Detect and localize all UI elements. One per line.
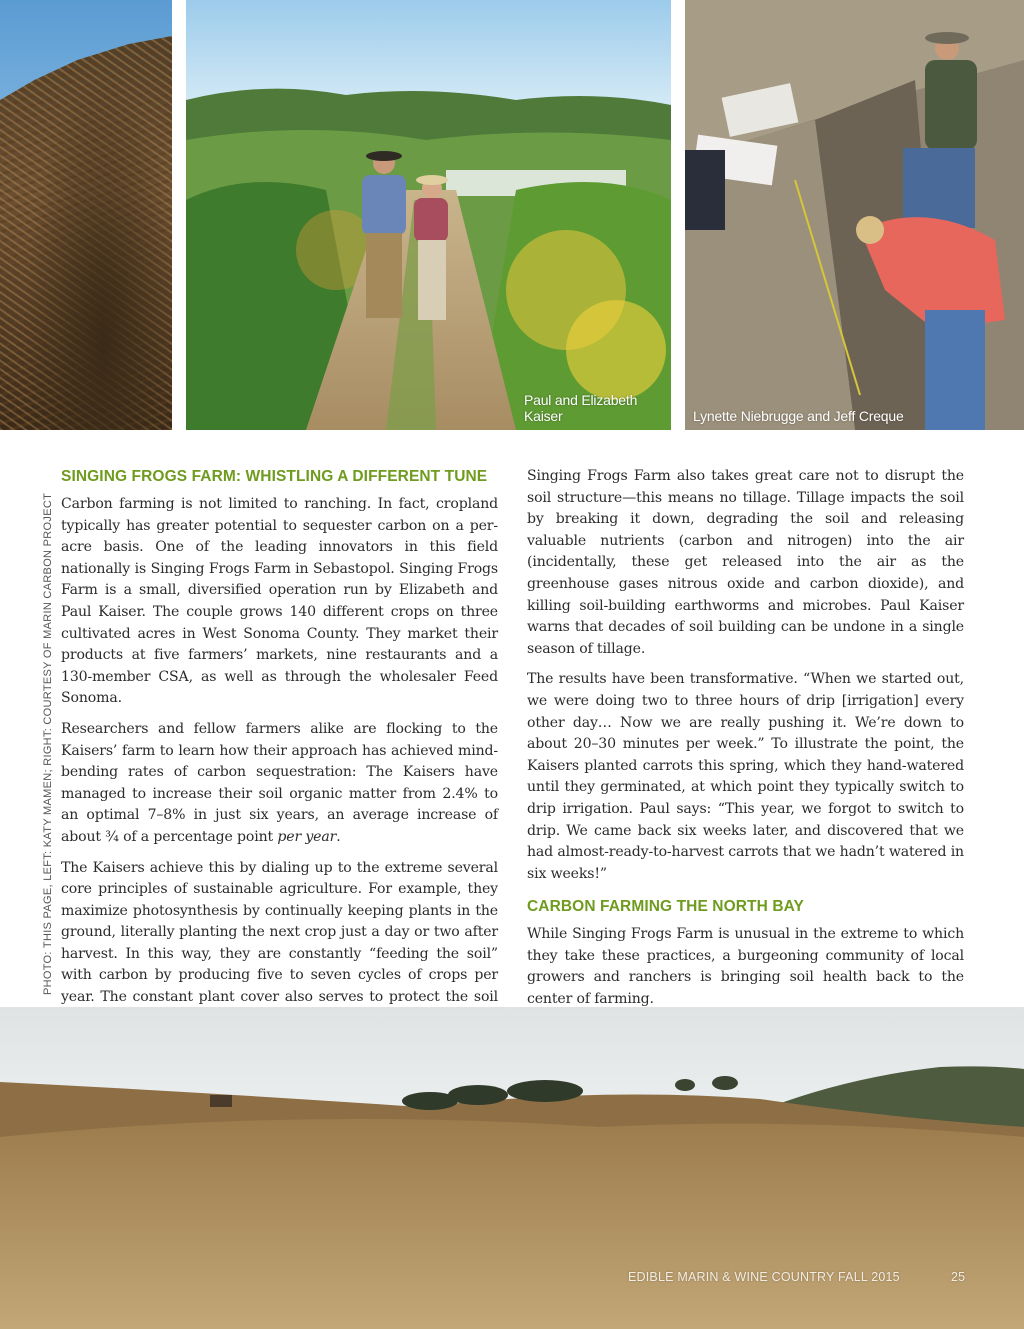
farm-photo-caption: Paul and Elizabeth Kaiser xyxy=(524,392,638,424)
paragraph-text: . xyxy=(336,828,341,845)
soil-trench-illustration xyxy=(685,0,1024,430)
emphasis-text: per year xyxy=(277,828,337,845)
farm-path-photo xyxy=(186,0,671,430)
soil-trench-photo xyxy=(685,0,1024,430)
rangeland-panorama-photo xyxy=(0,1007,1024,1329)
compost-photo xyxy=(0,0,172,430)
photo-credit: PHOTO: THIS PAGE, LEFT: KATY MAMEN; RIGHT: COURTESY OF MARIN CARBON PROJECT xyxy=(42,492,54,995)
trench-photo-caption: Lynette Niebrugge and Jeff Creque xyxy=(693,408,904,424)
footer-magazine: EDIBLE MARIN & WINE COUNTRY FALL 2015 xyxy=(628,1270,900,1284)
paragraph xyxy=(61,719,498,849)
paragraph: The results have been transformative. “When we started out, we were doing two to three hours of drip [irrigation] every other day… Now we are really pushing it. We’re down to about 20–30 minutes per week.” To illustrate the point, the Kaisers planted carrots this spring, which they hand-watered until they germinated, at which point they typically switch to drip irrigation. Paul says: “This year, we forgot to switch to drip. We came back six weeks later, and discovered that we had almost-ready-to-harvest carrots that we hadn’t watered in six weeks!” xyxy=(527,671,964,882)
section-heading-singing-frogs: SINGING FROGS FARM: WHISTLING A DIFFERENT TUNE xyxy=(61,468,488,485)
page-number: 25 xyxy=(951,1270,966,1284)
compost-photo-sky xyxy=(0,0,172,200)
paragraph: The Kaisers achieve this by dialing up to the extreme several core principles of sustainable agriculture. For example, they maximize photosynthesis by continually keeping plants in the ground, literally planting the next crop just a day or two after harvest. In this way, they are constantly “feeding the soil” with carbon by producing five to seven cycles of crops per year. The constant plant cover also serves to protect the soil xyxy=(61,859,498,1006)
paragraph: While Singing Frogs Farm is unusual in the extreme to which they take these practices, a burgeoning community of local growers and ranchers is bringing soil health back to the center of farming. xyxy=(527,926,964,1008)
paragraph: Singing Frogs Farm also takes great care not to disrupt the soil structure—this means no tillage. Tillage impacts the soil by breaking it down, degrading the soil and releasing valuable nutrients (carbon and nitrogen) into the air (incidentally, these get released into the air as the greenhouse gases nitrous oxide and carbon dioxide), and killing soil-building earthworms and microbes. Paul Kaiser warns that decades of soil building can be undone in a single season of tillage. xyxy=(527,468,964,657)
farm-path-illustration xyxy=(186,0,671,430)
paragraph-text: Researchers and fellow farmers alike are flocking to the Kaisers’ farm to learn how their approach has achieved mind-bending rates of carbon sequestration: The Kaisers have managed to increase their soil organic matter from 2.4% to an optimal 7–8% in just six years, an average increase of about ¾ of a percentage point xyxy=(61,720,498,845)
section-heading-north-bay: CARBON FARMING THE NORTH BAY xyxy=(527,898,804,916)
paragraph: Carbon farming is not limited to ranching. In fact, cropland typically has greater potential to sequester carbon on a per-acre basis. One of the leading innovators in this field nationally is Singing Frogs Farm in Sebastopol. Singing Frogs Farm is a small, diversified operation run by Elizabeth and Paul Kaiser. The couple grows 140 different crops on three cultivated acres in West Sonoma County. They market their products at five farmers’ markets, nine restaurants and a 130-member CSA, as well as through the wholesaler Feed Sonoma. xyxy=(61,496,498,707)
